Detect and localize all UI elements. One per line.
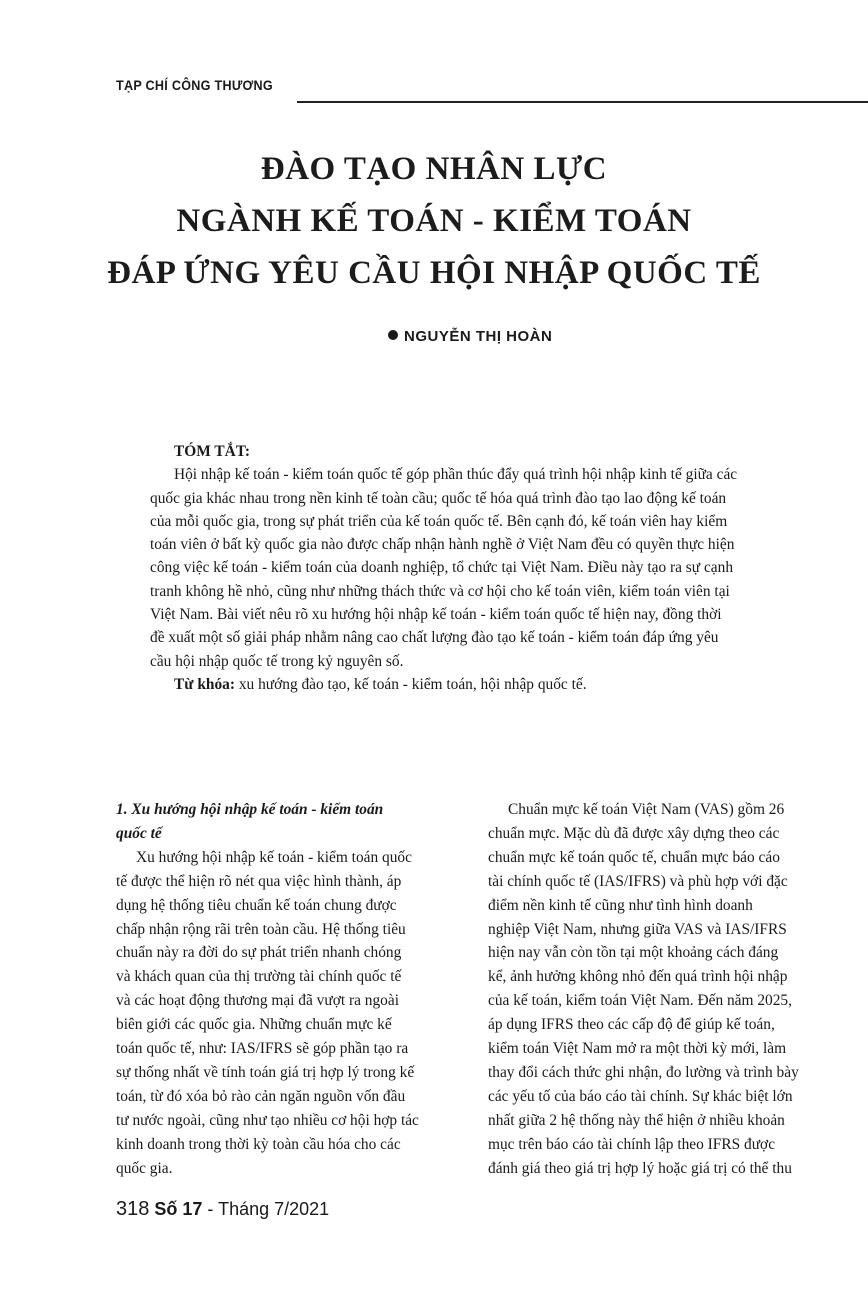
text-line: chấp nhận rộng rãi trên toàn cầu. Hệ thống tiêu — [116, 920, 406, 938]
left-column-body — [116, 846, 462, 1181]
author-name: NGUYỄN THỊ HOÀN — [404, 328, 553, 345]
text-line: biên giới các quốc gia. Những chuẩn mực kế — [116, 1016, 392, 1034]
text-line: tài chính quốc tế (IAS/IFRS) và phù hợp với đặc — [488, 872, 788, 890]
page-footer — [116, 1198, 329, 1221]
text-line: đánh giá theo giá trị hợp lý hoặc giá trị có thể thu — [488, 1159, 792, 1177]
text-line: và các hoạt động thương mại đã vượt ra ngoài — [116, 992, 399, 1010]
text-line: quốc gia khác nhau trong nền kinh tế toàn cầu; quốc tế hóa quá trình đào tạo lao động kế toán — [150, 489, 727, 507]
keywords-label: Từ khóa: — [174, 675, 235, 693]
article-title — [0, 143, 868, 299]
text-line: Chuẩn mực kế toán Việt Nam (VAS) gồm 26 — [508, 801, 785, 818]
bullet-icon — [388, 330, 398, 340]
text-line: toán quốc tế, như: IAS/IFRS sẽ góp phần tạo ra — [116, 1040, 409, 1058]
issue-number: Số 17 — [154, 1199, 203, 1219]
text-line: kiểm toán Việt Nam mở ra một thời kỳ mới, làm — [488, 1040, 787, 1058]
text-line: mục trên báo cáo tài chính lập theo IFRS được — [488, 1135, 776, 1153]
right-column-body — [488, 798, 838, 1181]
text-line: kinh doanh trong thời kỳ toàn cầu hóa cho các — [116, 1135, 401, 1153]
keywords — [150, 673, 810, 696]
journal-name: TẠP CHÍ CÔNG THƯƠNG — [116, 77, 274, 93]
text-line: sự thống nhất về tính toán giá trị hợp lý trong kế — [116, 1063, 415, 1081]
text-line: tranh không hề nhỏ, cũng như những thách thức và cơ hội cho kế toán viên, kiểm toán viên tại — [150, 582, 730, 600]
title-line: NGÀNH KẾ TOÁN - KIỂM TOÁN — [176, 203, 692, 239]
author — [388, 328, 552, 345]
text-line: toán, từ đó xóa bỏ rào cản ngăn nguồn vốn đầu — [116, 1087, 406, 1105]
header-rule — [297, 101, 868, 103]
abstract — [150, 440, 810, 696]
text-line: chuẩn mực kế toán quốc tế, chuẩn mực báo cáo — [488, 848, 780, 866]
text-line: hiện nay vẫn còn tồn tại một khoảng cách đáng — [488, 944, 779, 962]
issue-date: - Tháng 7/2021 — [202, 1199, 330, 1219]
left-column — [116, 798, 462, 1181]
section-heading: 1. Xu hướng hội nhập kế toán - kiểm toán — [116, 801, 384, 818]
right-column — [488, 798, 838, 1181]
text-line: Việt Nam. Bài viết nêu rõ xu hướng hội nhập kế toán - kiểm toán quốc tế hiện nay, đồng thời — [150, 606, 722, 624]
text-line: thay đổi cách thức ghi nhận, đo lường và trình bày — [488, 1063, 799, 1081]
text-line: chuẩn mực. Mặc dù đã được xây dựng theo các — [488, 824, 780, 842]
text-line: nhất giữa 2 hệ thống này thể hiện ở nhiều khoản — [488, 1111, 785, 1129]
title-line: ĐÁP ỨNG YÊU CẦU HỘI NHẬP QUỐC TẾ — [107, 255, 761, 291]
text-line: Xu hướng hội nhập kế toán - kiểm toán quốc — [136, 848, 412, 866]
text-line: kể, ảnh hưởng không nhỏ đến quá trình hội nhập — [488, 968, 788, 986]
text-line: và khách quan của thị trường tài chính quốc tế — [116, 968, 402, 986]
text-line: tế được thể hiện rõ nét qua việc hình thành, áp — [116, 872, 402, 890]
text-line: của mỗi quốc gia, trong sự phát triển của kế toán quốc tế. Bên cạnh đó, kế toán viên hay kiểm — [150, 512, 728, 530]
text-line: điểm nền kinh tế cũng như tình hình doanh — [488, 896, 753, 914]
text-line: các yếu tố của báo cáo tài chính. Sự khác biệt lớn — [488, 1087, 793, 1105]
keywords-text: xu hướng đào tạo, kế toán - kiểm toán, hội nhập quốc tế. — [234, 675, 587, 693]
text-line: đề xuất một số giải pháp nhằm nâng cao chất lượng đào tạo kế toán - kiểm toán đáp ứng yêu — [150, 629, 719, 647]
text-line: chuẩn này ra đời do sự phát triển nhanh chóng — [116, 944, 402, 962]
text-line: tư nước ngoài, cũng như tạo nhiều cơ hội hợp tác — [116, 1111, 419, 1129]
text-line: toán viên ở bất kỳ quốc gia nào được chấp nhận hành nghề ở Việt Nam đều có quyền thực hiện — [150, 536, 735, 554]
text-line: cầu hội nhập quốc tế trong kỷ nguyên số. — [150, 652, 404, 670]
abstract-body — [150, 463, 810, 673]
text-line: dụng hệ thống tiêu chuẩn kế toán chung được — [116, 896, 397, 914]
text-line: áp dụng IFRS theo các cấp độ để giúp kế toán, — [488, 1016, 775, 1034]
section-heading: quốc tế — [116, 824, 162, 842]
text-line: của kế toán, kiểm toán Việt Nam. Đến năm 2025, — [488, 992, 792, 1010]
text-line: quốc gia. — [116, 1159, 173, 1177]
text-line: Hội nhập kế toán - kiểm toán quốc tế góp phần thúc đẩy quá trình hội nhập kinh tế giữa các — [174, 466, 738, 484]
text-line: nghiệp Việt Nam, nhưng giữa VAS và IAS/IFRS — [488, 920, 787, 938]
title-line: ĐÀO TẠO NHÂN LỰC — [260, 151, 608, 187]
text-line: công việc kế toán - kiểm toán của doanh nghiệp, tổ chức tại Việt Nam. Điều này tạo ra sự cạnh — [150, 559, 734, 577]
page-number: 318 — [116, 1198, 150, 1220]
abstract-heading: TÓM TẮT: — [174, 443, 250, 460]
